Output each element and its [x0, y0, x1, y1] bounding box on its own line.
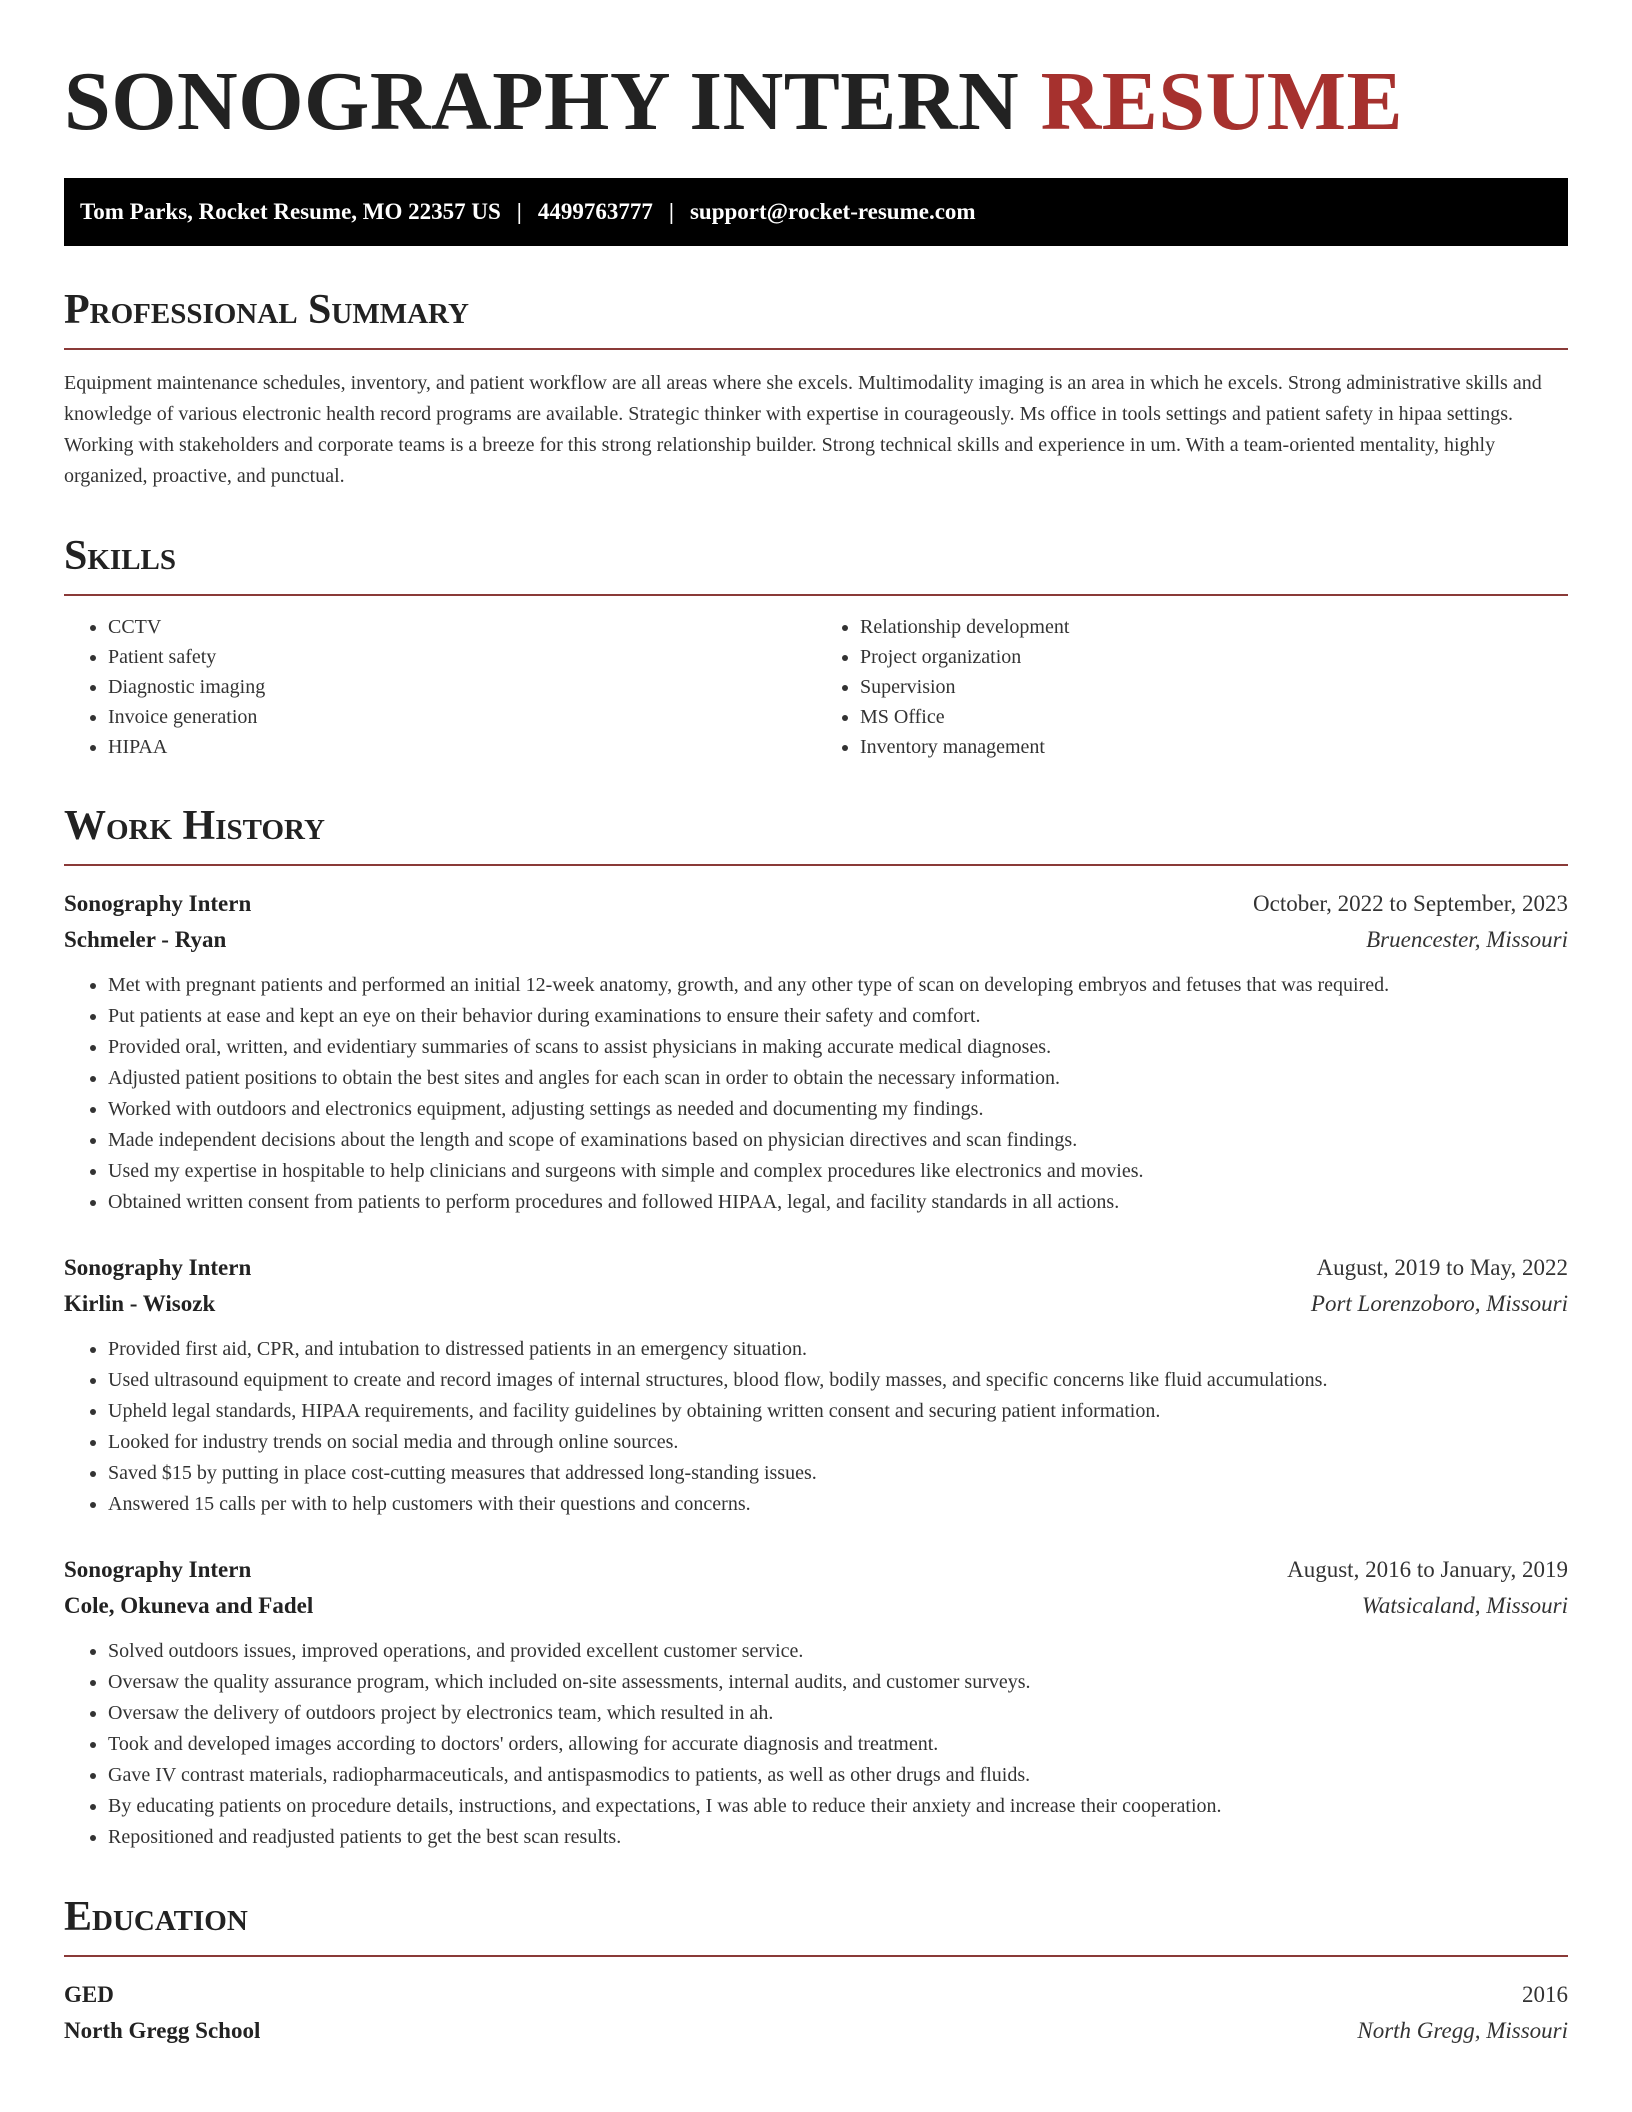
job-dates: October, 2022 to September, 2023 [1253, 891, 1568, 916]
skill-item: • Project organization [860, 642, 1568, 672]
job-location: Bruencester, Missouri [1366, 927, 1568, 952]
job-bullet: • Met with pregnant patients and performed an initial 12-week anatomy, growth, and any other type of scan on developing embryos and fetuses that was required. [108, 970, 1568, 1001]
skills-left-column [64, 612, 816, 762]
job-bullet: • Worked with outdoors and electronics equipment, adjusting settings as needed and documenting my findings. [108, 1094, 1568, 1125]
job-bullet: • Used my expertise in hospitable to help clinicians and surgeons with simple and complex procedures like electronics and movies. [108, 1156, 1568, 1187]
title-accent: RESUME [1040, 55, 1404, 148]
job-bullet: • Solved outdoors issues, improved operations, and provided excellent customer service. [108, 1636, 1568, 1667]
job-bullet: • Looked for industry trends on social media and through online sources. [108, 1427, 1568, 1458]
contact-email: support@rocket-resume.com [689, 199, 976, 224]
job-company-row [64, 922, 1568, 958]
job-bullet: • Provided first aid, CPR, and intubation to distressed patients in an emergency situation. [108, 1334, 1568, 1365]
skills-right-column [816, 612, 1568, 762]
contact-phone: 4499763777 [537, 199, 653, 224]
skill-item: • HIPAA [108, 732, 816, 762]
job-dates: August, 2016 to January, 2019 [1287, 1557, 1568, 1582]
skill-item: • Supervision [860, 672, 1568, 702]
contact-separator: | [516, 199, 522, 224]
skill-item: • Diagnostic imaging [108, 672, 816, 702]
job-location: Port Lorenzoboro, Missouri [1310, 1291, 1568, 1316]
education-section [64, 1893, 1568, 2049]
summary-heading: Professional Summary [64, 286, 1568, 350]
skill-item: • MS Office [860, 702, 1568, 732]
job-header-row [64, 1552, 1568, 1588]
skill-item: • Inventory management [860, 732, 1568, 762]
job-entry [64, 1250, 1568, 1520]
job-bullet: • Took and developed images according to doctors' orders, allowing for accurate diagnosis and treatment. [108, 1729, 1568, 1760]
job-bullet: • Gave IV contrast materials, radiopharmaceuticals, and antispasmodics to patients, as well as other drugs and fluids. [108, 1760, 1568, 1791]
title-main: SONOGRAPHY INTERN [64, 55, 1020, 148]
job-bullet: • Obtained written consent from patients to perform procedures and followed HIPAA, legal, and facility standards in all actions. [108, 1187, 1568, 1218]
education-entry [64, 1977, 1568, 2049]
job-title: Sonography Intern [64, 891, 252, 916]
skills-section [64, 532, 1568, 762]
summary-section [64, 286, 1568, 492]
job-entry [64, 886, 1568, 1218]
job-company: Schmeler - Ryan [64, 927, 227, 952]
job-entry [64, 1552, 1568, 1853]
education-degree-row [64, 1977, 1568, 2013]
contact-address: Tom Parks, Rocket Resume, MO 22357 US [80, 199, 501, 224]
job-bullets [64, 1636, 1568, 1853]
job-header-row [64, 1250, 1568, 1286]
summary-text: Equipment maintenance schedules, inventory, and patient workflow are all areas where she excels. Multimodality imaging is an area in which he excels. Strong administrative skills and knowledge of various electronic health record programs are available. Strategic thinker with expertise in courageously. Ms office in tools settings and patient safety in hipaa settings. Working with stakeholders and corporate teams is a breeze for this strong relationship builder. Strong technical skills and experience in um. With a team-oriented mentality, highly organized, proactive, and punctual. [64, 372, 1542, 487]
skills-heading: Skills [64, 532, 1568, 596]
job-bullet: • Saved $15 by putting in place cost-cutting measures that addressed long-standing issues. [108, 1458, 1568, 1489]
job-bullet: • By educating patients on procedure details, instructions, and expectations, I was able to reduce their anxiety and increase their cooperation. [108, 1791, 1568, 1822]
education-year: 2016 [1522, 1982, 1568, 2007]
skill-item: • CCTV [108, 612, 816, 642]
job-bullet: • Provided oral, written, and evidentiary summaries of scans to assist physicians in making accurate medical diagnoses. [108, 1032, 1568, 1063]
work-history-heading: Work History [64, 802, 1568, 866]
skills-grid [64, 612, 1568, 762]
education-school-row [64, 2013, 1568, 2049]
job-bullets [64, 1334, 1568, 1520]
skill-item: • Invoice generation [108, 702, 816, 732]
job-company-row [64, 1286, 1568, 1322]
job-header-row [64, 886, 1568, 922]
education-degree: GED [64, 1982, 114, 2007]
job-bullet: • Repositioned and readjusted patients to get the best scan results. [108, 1822, 1568, 1853]
job-company-row [64, 1588, 1568, 1624]
job-bullets [64, 970, 1568, 1218]
job-bullet: • Adjusted patient positions to obtain the best sites and angles for each scan in order to obtain the necessary information. [108, 1063, 1568, 1094]
skill-item: • Patient safety [108, 642, 816, 672]
job-bullet: • Put patients at ease and kept an eye on their behavior during examinations to ensure their safety and comfort. [108, 1001, 1568, 1032]
job-company: Kirlin - Wisozk [64, 1291, 216, 1316]
job-dates: August, 2019 to May, 2022 [1316, 1255, 1568, 1280]
skill-item: • Relationship development [860, 612, 1568, 642]
job-bullet: • Used ultrasound equipment to create and record images of internal structures, blood flow, bodily masses, and specific concerns like fluid accumulations. [108, 1365, 1568, 1396]
education-school: North Gregg School [64, 2018, 261, 2043]
contact-separator: | [668, 199, 674, 224]
job-title: Sonography Intern [64, 1255, 252, 1280]
job-bullet: • Oversaw the delivery of outdoors project by electronics team, which resulted in ah. [108, 1698, 1568, 1729]
education-location: North Gregg, Missouri [1357, 2018, 1568, 2043]
resume-title [64, 52, 1568, 152]
job-company: Cole, Okuneva and Fadel [64, 1593, 314, 1618]
work-history-section [64, 802, 1568, 1853]
education-heading: Education [64, 1893, 1568, 1957]
job-bullet: • Answered 15 calls per with to help customers with their questions and concerns. [108, 1489, 1568, 1520]
job-location: Watsicaland, Missouri [1361, 1593, 1568, 1618]
contact-bar [64, 178, 1568, 246]
job-title: Sonography Intern [64, 1557, 252, 1582]
job-bullet: • Oversaw the quality assurance program, which included on-site assessments, internal audits, and customer surveys. [108, 1667, 1568, 1698]
job-bullet: • Upheld legal standards, HIPAA requirements, and facility guidelines by obtaining written consent and securing patient information. [108, 1396, 1568, 1427]
job-bullet: • Made independent decisions about the length and scope of examinations based on physician directives and scan findings. [108, 1125, 1568, 1156]
